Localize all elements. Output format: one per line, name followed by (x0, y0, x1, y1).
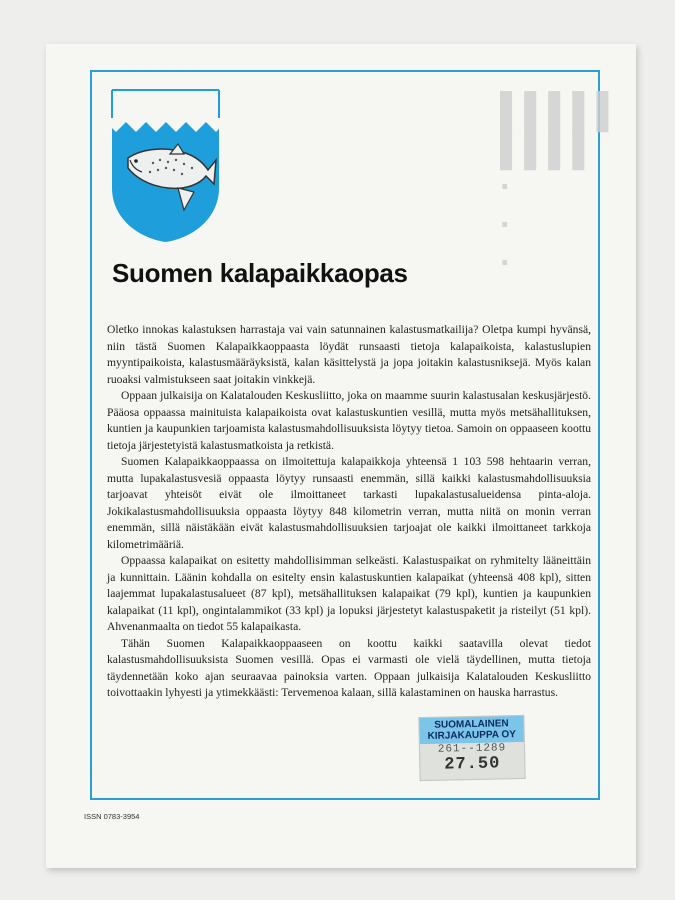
description-text (107, 322, 591, 702)
paragraph: Oppaan julkaisija on Kalatalouden Keskusliitto, joka on maamme suurin kalastusalan keskusjärjestö. Pääosa oppaassa mainituista kalapaikoista ovat kalastuskuntien vesillä, mutta myös metsähallituksen, kuntien ja kaupunkien tarjoamista kalastusmahdollisuuksista löytyy tietoa. Samoin on oppaaseen koottu tietoja järjestetyistä kalastusmatkoista ja retkistä. (107, 389, 591, 452)
store-name-line2: KIRJAKAUPPA OY (427, 728, 517, 742)
paragraph: Suomen Kalapaikkaoppaassa on ilmoitettuja kalapaikkoja yhteensä 1 103 598 hehtaarin verran, mutta lupakalastusvesiä oppaasta löytyy runsaasti enemmän, sillä kaikki kalastusmahdollisuuksia tarjoavat yhteisöt eivät ole ilmoittaneet tarkasti lupakalastusalueidensa pinta-aloja. Jokikalastusmahdollisuuksia oppaasta löytyy 848 kilometrin verran, mutta niitä on monin verran enemmän, sillä näistäkään eivät kalastusmahdollisuuksien tarjoajat ole kaikki ilmoittaneet tarkkoja kilometrimääriä. (107, 455, 591, 551)
paragraph: Tähän Suomen Kalapaikkaoppaaseen on koottu kaikki saatavilla olevat tiedot kalastusmahdollisuuksista Suomen vesillä. Opas ei varmasti ole vielä täydellinen, mutta tietoja täydennetään koko ajan seuraavaa painoksia varten. Oppaan julkaisija Kalatalouden Keskusliitto toivottaakin lyhyesti ja ytimekkäästi: Tervemenoa kalaan, sillä kalastaminen on hauska harrastus. (107, 636, 591, 699)
page-title: Suomen kalapaikkaopas (112, 258, 408, 288)
fish-emblem-icon (108, 88, 223, 243)
paragraph: Oppaassa kalapaikat on esitetty mahdollisimman selkeästi. Kalastuspaikat on ryhmitelty lääneittäin ja kunnittain. Läänin kohdalla on esitelty ensin kalastuskuntien kalapaikat (yhteensä 408 kpl), sitten laajemmat lupakalastusalueet (87 kpl), metsähallituksen kalapaikat (79 kpl), kuntien ja kaupunkien kalapaikat (11 kpl), ongintalammikot (33 kpl) ja lopuksi järjestetyt kalastuspaketit ja risteilyt (51 kpl). Ahvenanmaalta on tiedot 55 kalapaikasta. (107, 554, 591, 633)
store-name-line1: SUOMALAINEN (434, 718, 509, 731)
price-label: 27.50 (444, 754, 501, 775)
bleed-through-text: ▌▌▌▌▌ ▌▌▌▌ · · · (500, 92, 621, 282)
price-sticker (418, 715, 525, 781)
sticker-code: 261--1289 (437, 742, 507, 756)
issn-label: ISSN 0783-3954 (84, 812, 140, 821)
store-name (419, 716, 524, 744)
paragraph: Oletko innokas kalastuksen harrastaja vai vain satunnainen kalastusmatkailija? Oletpa kumpi hyvänsä, niin tästä Suomen Kalapaikkaoppaasta löydät runsaasti tietoja kalapaikoista, kalastuslupien myyntipaikoista, kalastusmääräyksistä, kalan käsittelystä ja jopa joitakin kalastusniksejä. Myös kalan ruoaksi valmistukseen saat joitakin vinkkejä. (107, 323, 591, 386)
